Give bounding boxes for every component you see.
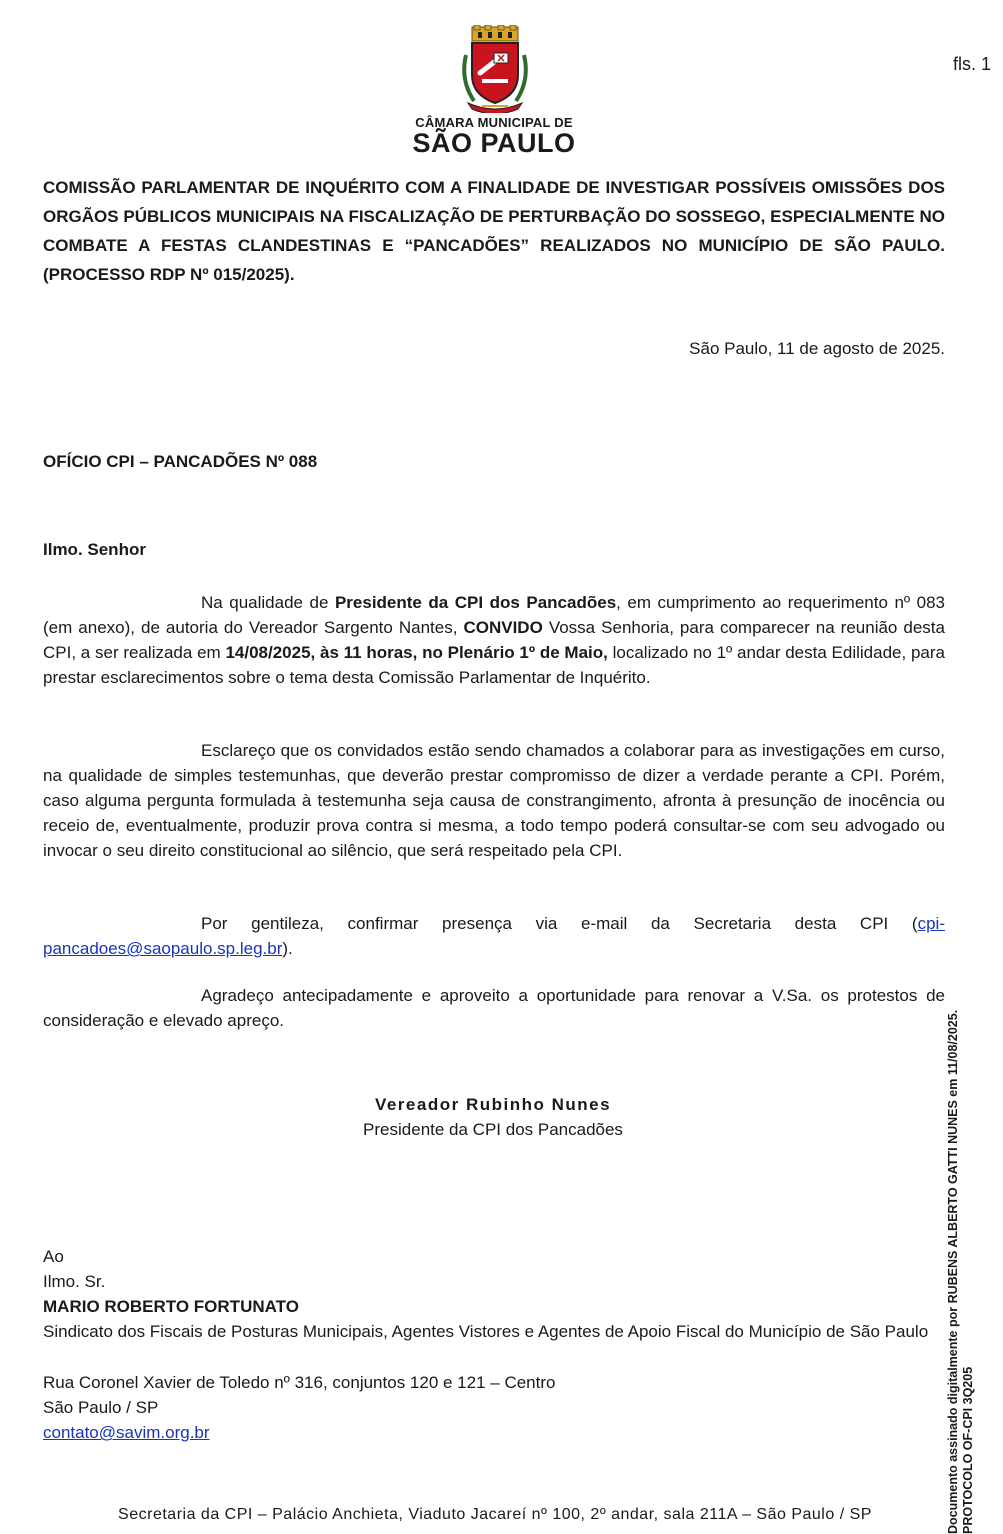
bold-segment: CONVIDO <box>463 618 543 637</box>
document-date: São Paulo, 11 de agosto de 2025. <box>689 339 945 358</box>
recipient-email-link[interactable]: contato@savim.org.br <box>43 1423 210 1442</box>
recipient-city: São Paulo / SP <box>43 1398 159 1417</box>
text-segment: Por gentileza, confirmar presença via e-mail da Secretaria desta CPI ( <box>201 914 918 933</box>
coat-of-arms-icon <box>458 25 532 113</box>
digital-signature-stamp <box>946 894 976 1534</box>
document-heading: COMISSÃO PARLAMENTAR DE INQUÉRITO COM A FINALIDADE DE INVESTIGAR POSSÍVEIS OMISSÕES DOS ORGÃOS PÚBLICOS MUNICIPAIS NA FISCALIZAÇÃO DE PERTURBAÇÃO DO SOSSEGO, ESPECIALMENTE NO COMBATE A FESTAS CLANDESTINAS E “PANCADÕES” REALIZADOS NO MUNICÍPIO DE SÃO PAULO. (PROCESSO RDP Nº 015/2025). <box>43 178 945 284</box>
text-segment: , em cumprimento ao requerimento nº 083 (em anexo), de autoria do Vereador Sargento Nantes, <box>43 593 946 637</box>
salutation: Ilmo. Senhor <box>43 540 146 559</box>
paragraph-clarification: Esclareço que os convidados estão sendo chamados a colaborar para as investigações em curso, na qualidade de simples testemunhas, que deverão prestar compromisso de dizer a verdade perante a CPI. Porém, caso alguma pergunta formulada à testemunha seja causa de constrangimento, afronta à presunção de inocência ou receio de, eventualmente, produzir prova contra si mesma, a todo tempo poderá consultar-se com seu advogado ou invocar o seu direito constitucional ao silêncio, que será respeitado pela CPI. <box>43 741 945 860</box>
paragraph-closing: Agradeço antecipadamente e aproveito a oportunidade para renovar a V.Sa. os protestos de consideração e elevado apreço. <box>43 986 945 1030</box>
footer-address: Secretaria da CPI – Palácio Anchieta, Viaduto Jacareí nº 100, 2º andar, sala 211A – São Paulo / SP <box>118 1506 872 1523</box>
recipient-title: Ilmo. Sr. <box>43 1272 106 1291</box>
bold-segment: Presidente da CPI dos Pancadões <box>334 593 617 612</box>
signature-name: Vereador Rubinho Nunes <box>374 1095 612 1114</box>
text-segment: localizado no 1º andar desta Edilidade, para prestar esclarecimentos sobre o tema desta Comissão Parlamentar de Inquérito. <box>43 643 945 687</box>
brand-line-2: SÃO PAULO <box>412 128 576 158</box>
page-number: fls. 1 <box>952 54 991 74</box>
brand-line-1: CÂMARA MUNICIPAL DE <box>415 115 573 130</box>
paragraph-invitation <box>43 590 945 690</box>
stamp-signature-line: Documento assinado digitalmente por RUBENS ALBERTO GATTI NUNES em 11/08/2025. <box>946 1009 960 1534</box>
oficio-number: OFÍCIO CPI – PANCADÕES Nº 088 <box>43 452 318 471</box>
stamp-protocol-line: PROTOCOLO OF-CPI 3Q205 <box>961 1366 975 1534</box>
bold-segment: 14/08/2025, às 11 horas, no Plenário 1º de Maio, <box>225 643 608 662</box>
text-segment: ). <box>282 939 293 958</box>
paragraph-confirmation <box>43 911 945 961</box>
text-segment: Na qualidade de <box>201 593 335 612</box>
recipient-street: Rua Coronel Xavier de Toledo nº 316, conjuntos 120 e 121 – Centro <box>43 1373 556 1392</box>
recipient-to: Ao <box>43 1247 64 1266</box>
recipient-organization: Sindicato dos Fiscais de Posturas Municipais, Agentes Vistores e Agentes de Apoio Fiscal do Município de São Paulo <box>43 1322 929 1341</box>
recipient-name: MARIO ROBERTO FORTUNATO <box>43 1297 299 1316</box>
cpi-email-link[interactable]: cpi-pancadoes@saopaulo.sp.leg.br <box>43 914 945 958</box>
recipient-email <box>43 1420 943 1445</box>
signature-role: Presidente da CPI dos Pancadões <box>363 1120 623 1139</box>
text-segment: Vossa Senhoria, para comparecer na reunião desta CPI, a ser realizada em <box>43 618 945 662</box>
